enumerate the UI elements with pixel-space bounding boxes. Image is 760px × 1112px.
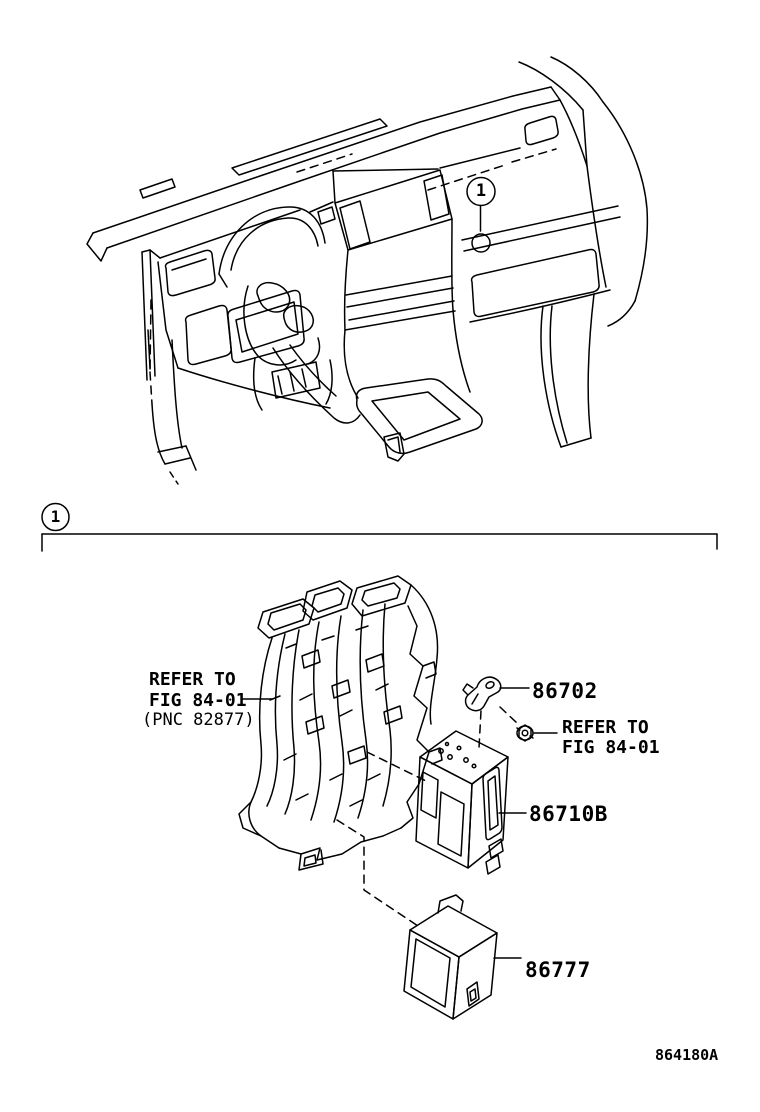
refer-note-left-pnc: (PNC 82877) bbox=[142, 710, 255, 730]
refer-note-left-line2: FIG 84-01 bbox=[149, 690, 247, 711]
refer-note-left-line1: REFER TO bbox=[149, 669, 236, 690]
clip-86702-drawing bbox=[463, 677, 501, 711]
junction-bracket-drawing bbox=[239, 576, 442, 870]
figure-code: 864180A bbox=[655, 1046, 719, 1064]
section-callout-number: 1 bbox=[50, 507, 61, 526]
dashboard-illustration bbox=[87, 57, 647, 484]
part-number-86777: 86777 bbox=[525, 958, 591, 982]
leader-lines bbox=[243, 688, 557, 958]
module-86777-drawing bbox=[404, 895, 497, 1019]
nut-drawing bbox=[517, 725, 533, 741]
refer-note-right-line2: FIG 84-01 bbox=[562, 737, 660, 758]
dashboard-callout-number: 1 bbox=[475, 181, 487, 201]
part-number-86702: 86702 bbox=[532, 679, 598, 703]
assembly-dashed-lines bbox=[337, 707, 518, 928]
refer-note-right-line1: REFER TO bbox=[562, 717, 649, 738]
section-divider bbox=[42, 504, 717, 552]
component-location-circle bbox=[472, 234, 490, 252]
part-number-86710b: 86710B bbox=[529, 802, 608, 826]
